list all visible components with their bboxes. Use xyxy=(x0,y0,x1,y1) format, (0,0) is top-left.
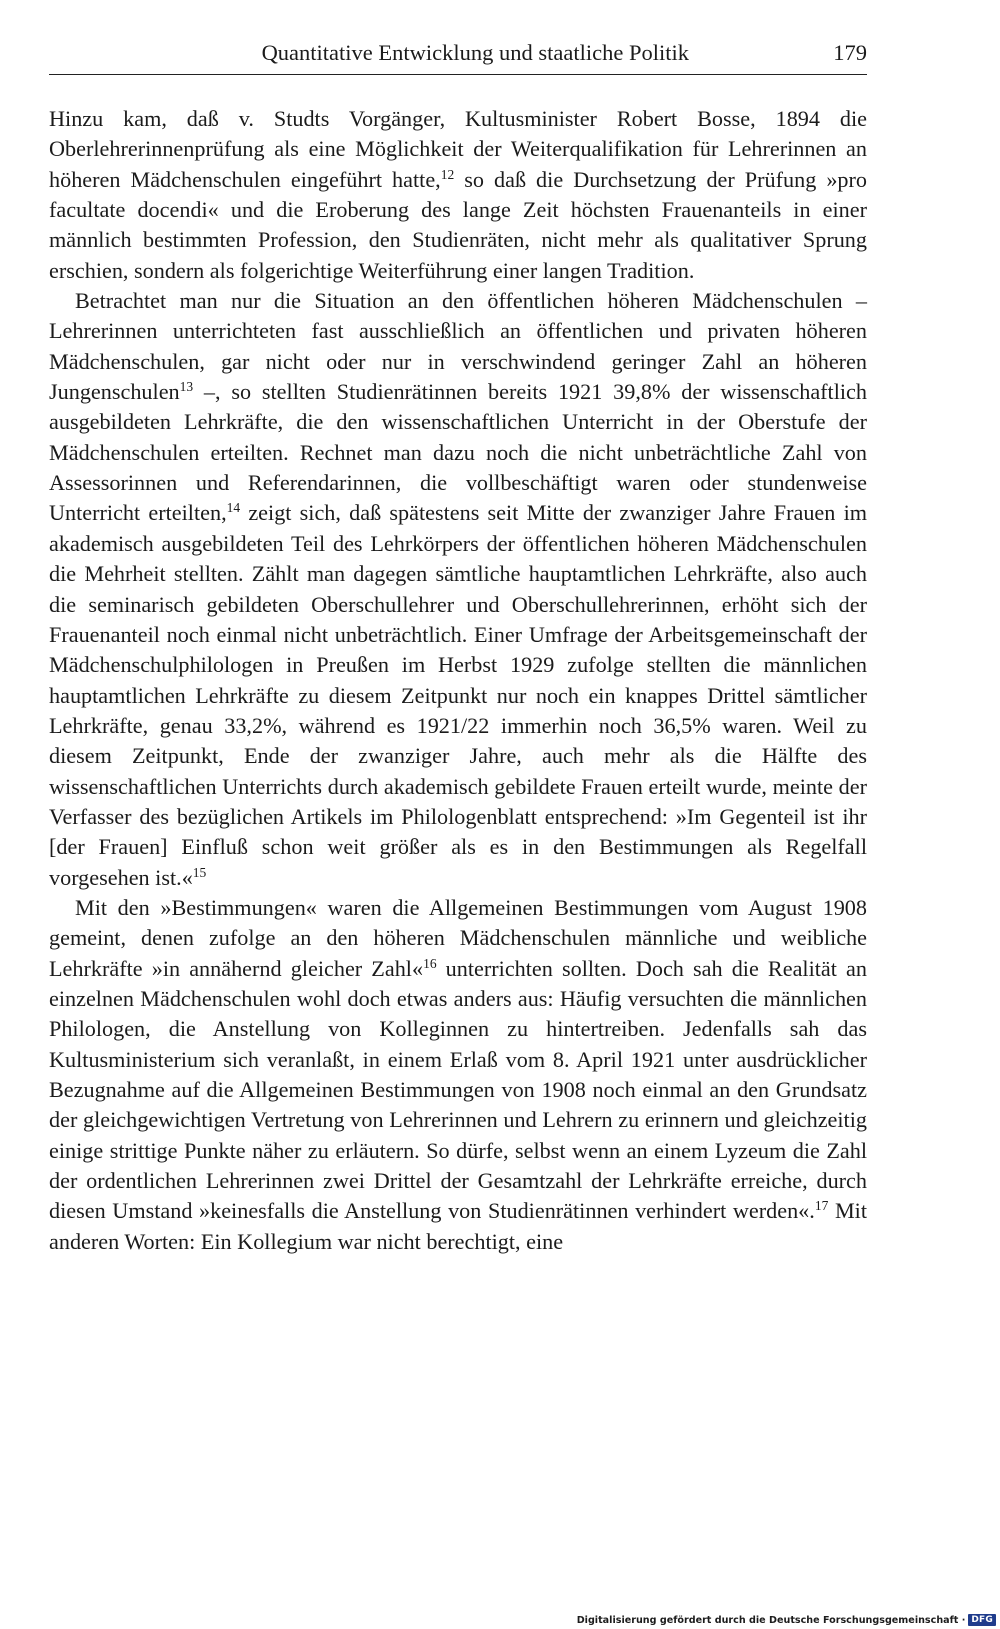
footnote-marker: 15 xyxy=(192,864,207,880)
running-title: Quantitative Entwicklung und staatliche Politik xyxy=(261,40,689,65)
paragraph-text: Mit anderen Worten: Ein Kollegium war nicht berechtigt, eine xyxy=(49,1198,867,1254)
paragraph-text: unterrichten sollten. Doch sah die Realität an einzelnen Mädchenschulen wohl doch etwas anders aus: Häufig versuchten die männlichen Philologen, die Anstellung von Kolleginnen zu hintertreiben. Jedenfalls sah das Kultusministerium sich veranlaßt, in einem Erlaß vom 8. April 1921 unter ausdrücklicher Bezugnahme auf die Allgemeinen Bestimmungen von 1908 noch einmal an den Grundsatz der gleichgewichtigen Vertretung von Lehrerinnen und Lehrern zu erinnern und gleichzeitig einige strittige Punkte näher zu erläutern. So dürfe, selbst wenn an einem Lyzeum die Zahl der ordentlichen Lehrerinnen zwei Drittel der Gesamtzahl der Lehrkräfte erreiche, durch diesen Umstand »keinesfalls die Anstellung von Studienrätinnen verhindert werden«. xyxy=(49,955,867,1224)
paragraph-text: Mit den »Bestimmungen« waren die Allgemeinen Bestimmungen vom August 1908 gemeint, denen zufolge an den höheren Mädchenschulen männliche und weibliche Lehrkräfte »in annähernd gleicher Zahl« xyxy=(49,894,867,981)
paragraph xyxy=(49,893,867,1257)
footnote-marker: 17 xyxy=(814,1198,829,1214)
page-number: 179 xyxy=(833,40,867,65)
dfg-logo: DFG xyxy=(968,1614,996,1626)
paragraph-text: Betrachtet man nur die Situation an den öffentlichen höheren Mädchenschulen – Lehrerinnen unterrichteten fast ausschließlich an öffentlichen und privaten höheren Mädchenschulen, gar nicht oder nur in verschwindend geringer Zahl an höheren Jungenschulen xyxy=(49,288,867,405)
paragraph-text: so daß die Durchsetzung der Prüfung »pro facultate docendi« und die Eroberung des lange Zeit höchsten Frauenanteils in einer männlich bestimmten Profession, den Studienräten, nicht mehr als qualitativer Sprung erschien, sondern als folgerichtige Weiterführung einer langen Tradition. xyxy=(49,166,867,283)
digitization-credit xyxy=(577,1614,996,1626)
paragraph-text: zeigt sich, daß spätestens seit Mitte der zwanziger Jahre Frauen im akademisch ausgebildeten Teil des Lehrkörpers der öffentlichen höheren Mädchenschulen die Mehrheit stellten. Zählt man dagegen sämtliche hauptamtlichen Lehrkräfte, also auch die seminarisch gebildeten Oberschullehrer und Oberschullehrerinnen, erhöht sich der Frauenanteil noch einmal nicht unbeträchtlich. Einer Umfrage der Arbeitsgemeinschaft der Mädchenschulphilologen in Preußen im Herbst 1929 zufolge stellten die männlichen hauptamtlichen Lehrkräfte zu diesem Zeitpunkt nur noch ein knappes Drittel sämtlicher Lehrkräfte, genau 33,2%, während es 1921/22 immerhin noch 36,5% waren. Weil zu diesem Zeitpunkt, Ende der zwanziger Jahre, auch mehr als die Hälfte des wissenschaftlichen Unterrichts durch akademisch gebildete Frauen erteilt wurde, meinte der Verfasser des bezüglichen Artikels im Philologenblatt entsprechend: »Im Gegenteil ist ihr [der Frauen] Einfluß schon weit größer als es in den Bestimmungen als Regelfall vorgesehen ist.« xyxy=(49,500,867,890)
footnote-marker: 16 xyxy=(423,955,437,971)
paragraph-text: –, so stellten Studienrätinnen bereits 1921 39,8% der wissenschaftlich ausgebildeten Lehrkräfte, die den wissenschaftlichen Unterricht in der Oberstufe der Mädchenschulen erteilten. Rechnet man dazu noch die nicht unbeträchtliche Zahl von Assessorinnen und Referendarinnen, die vollbeschäftigt waren oder stundenweise Unterricht erteilten, xyxy=(49,379,867,526)
credit-text: Digitalisierung gefördert durch die Deutsche Forschungsgemeinschaft · xyxy=(576,1614,966,1626)
footnote-marker: 14 xyxy=(226,500,241,516)
paragraph xyxy=(49,286,867,893)
footnote-marker: 12 xyxy=(440,166,455,182)
header-rule xyxy=(49,74,867,75)
footnote-marker: 13 xyxy=(179,379,194,395)
paragraph xyxy=(49,104,867,286)
paragraph-text: Hinzu kam, daß v. Studts Vorgänger, Kultusminister Robert Bosse, 1894 die Oberlehrerinnenprüfung als eine Möglichkeit der Weiterqualifikation für Lehrerinnen an höheren Mädchenschulen eingeführt hatte, xyxy=(49,106,867,192)
body-text xyxy=(49,104,867,1257)
running-head xyxy=(49,40,867,70)
